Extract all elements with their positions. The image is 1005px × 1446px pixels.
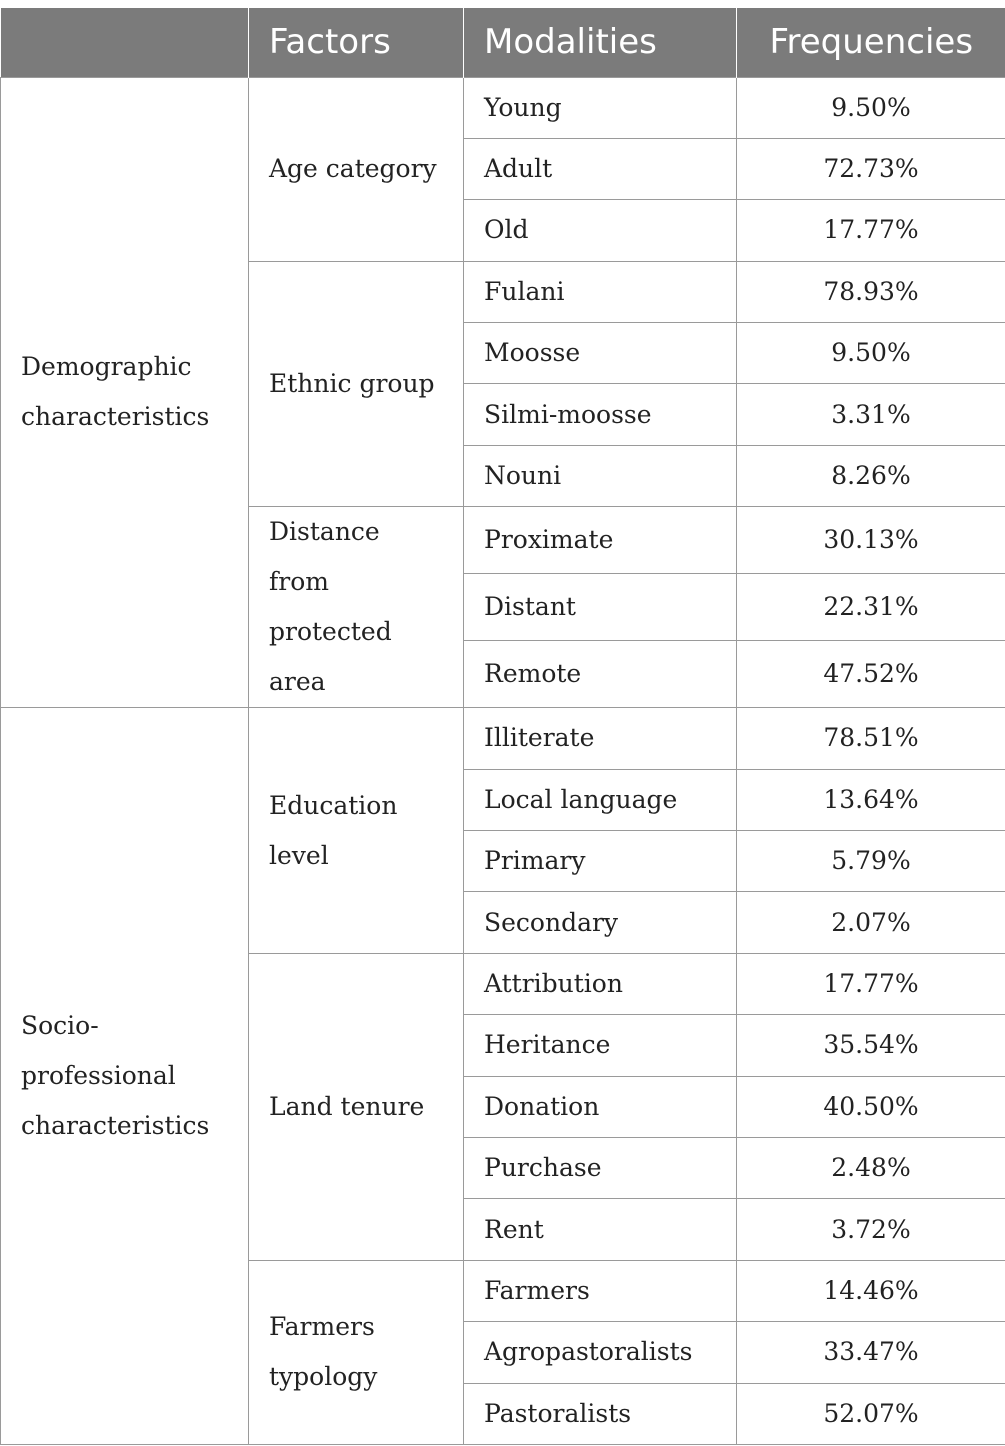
factor-label: Ethnic group xyxy=(249,261,464,507)
modality-cell: Fulani xyxy=(464,261,737,322)
header-modalities: Modalities xyxy=(464,8,737,77)
modality-cell: Agropastoralists xyxy=(464,1322,737,1383)
frequency-cell: 72.73% xyxy=(737,138,1005,199)
modality-cell: Old xyxy=(464,200,737,261)
header-factors: Factors xyxy=(249,8,464,77)
frequency-cell: 5.79% xyxy=(737,831,1005,892)
modality-cell: Nouni xyxy=(464,445,737,506)
frequency-cell: 52.07% xyxy=(737,1383,1005,1444)
factor-label: Age category xyxy=(249,77,464,261)
modality-cell: Proximate xyxy=(464,507,737,574)
factor-label: Farmers typology xyxy=(249,1260,464,1444)
table-body xyxy=(1,77,1005,1444)
modality-cell: Purchase xyxy=(464,1137,737,1198)
frequency-cell: 2.07% xyxy=(737,892,1005,953)
frequency-cell: 22.31% xyxy=(737,574,1005,641)
header-frequencies: Frequencies xyxy=(737,8,1005,77)
modality-cell: Attribution xyxy=(464,953,737,1014)
frequency-cell: 47.52% xyxy=(737,641,1005,708)
frequency-cell: 78.51% xyxy=(737,708,1005,769)
frequency-cell: 35.54% xyxy=(737,1015,1005,1076)
modality-cell: Adult xyxy=(464,138,737,199)
modality-cell: Farmers xyxy=(464,1260,737,1321)
modality-cell: Secondary xyxy=(464,892,737,953)
header-group xyxy=(1,8,249,77)
modality-cell: Heritance xyxy=(464,1015,737,1076)
frequency-cell: 8.26% xyxy=(737,445,1005,506)
modality-cell: Primary xyxy=(464,831,737,892)
table-header xyxy=(1,8,1005,77)
frequency-cell: 3.31% xyxy=(737,384,1005,445)
table-row xyxy=(1,708,1005,769)
modality-cell: Young xyxy=(464,77,737,138)
modality-cell: Illiterate xyxy=(464,708,737,769)
modality-cell: Remote xyxy=(464,641,737,708)
frequency-cell: 17.77% xyxy=(737,953,1005,1014)
frequency-cell: 33.47% xyxy=(737,1322,1005,1383)
group-label: Socio-professional characteristics xyxy=(1,708,249,1445)
modality-cell: Moosse xyxy=(464,323,737,384)
factor-label: Land tenure xyxy=(249,953,464,1260)
table-row xyxy=(1,77,1005,138)
factor-label: Education level xyxy=(249,708,464,954)
modality-cell: Silmi-moosse xyxy=(464,384,737,445)
frequency-table xyxy=(0,8,1005,1445)
modality-cell: Rent xyxy=(464,1199,737,1260)
modality-cell: Donation xyxy=(464,1076,737,1137)
factor-label: Distance from protected area xyxy=(249,507,464,708)
frequency-cell: 9.50% xyxy=(737,77,1005,138)
frequency-cell: 17.77% xyxy=(737,200,1005,261)
frequency-cell: 9.50% xyxy=(737,323,1005,384)
frequency-cell: 3.72% xyxy=(737,1199,1005,1260)
frequency-cell: 78.93% xyxy=(737,261,1005,322)
frequency-cell: 14.46% xyxy=(737,1260,1005,1321)
frequency-cell: 40.50% xyxy=(737,1076,1005,1137)
group-label: Demographic characteristics xyxy=(1,77,249,708)
frequency-cell: 30.13% xyxy=(737,507,1005,574)
modality-cell: Local language xyxy=(464,769,737,830)
frequency-cell: 13.64% xyxy=(737,769,1005,830)
modality-cell: Distant xyxy=(464,574,737,641)
frequency-cell: 2.48% xyxy=(737,1137,1005,1198)
modality-cell: Pastoralists xyxy=(464,1383,737,1444)
